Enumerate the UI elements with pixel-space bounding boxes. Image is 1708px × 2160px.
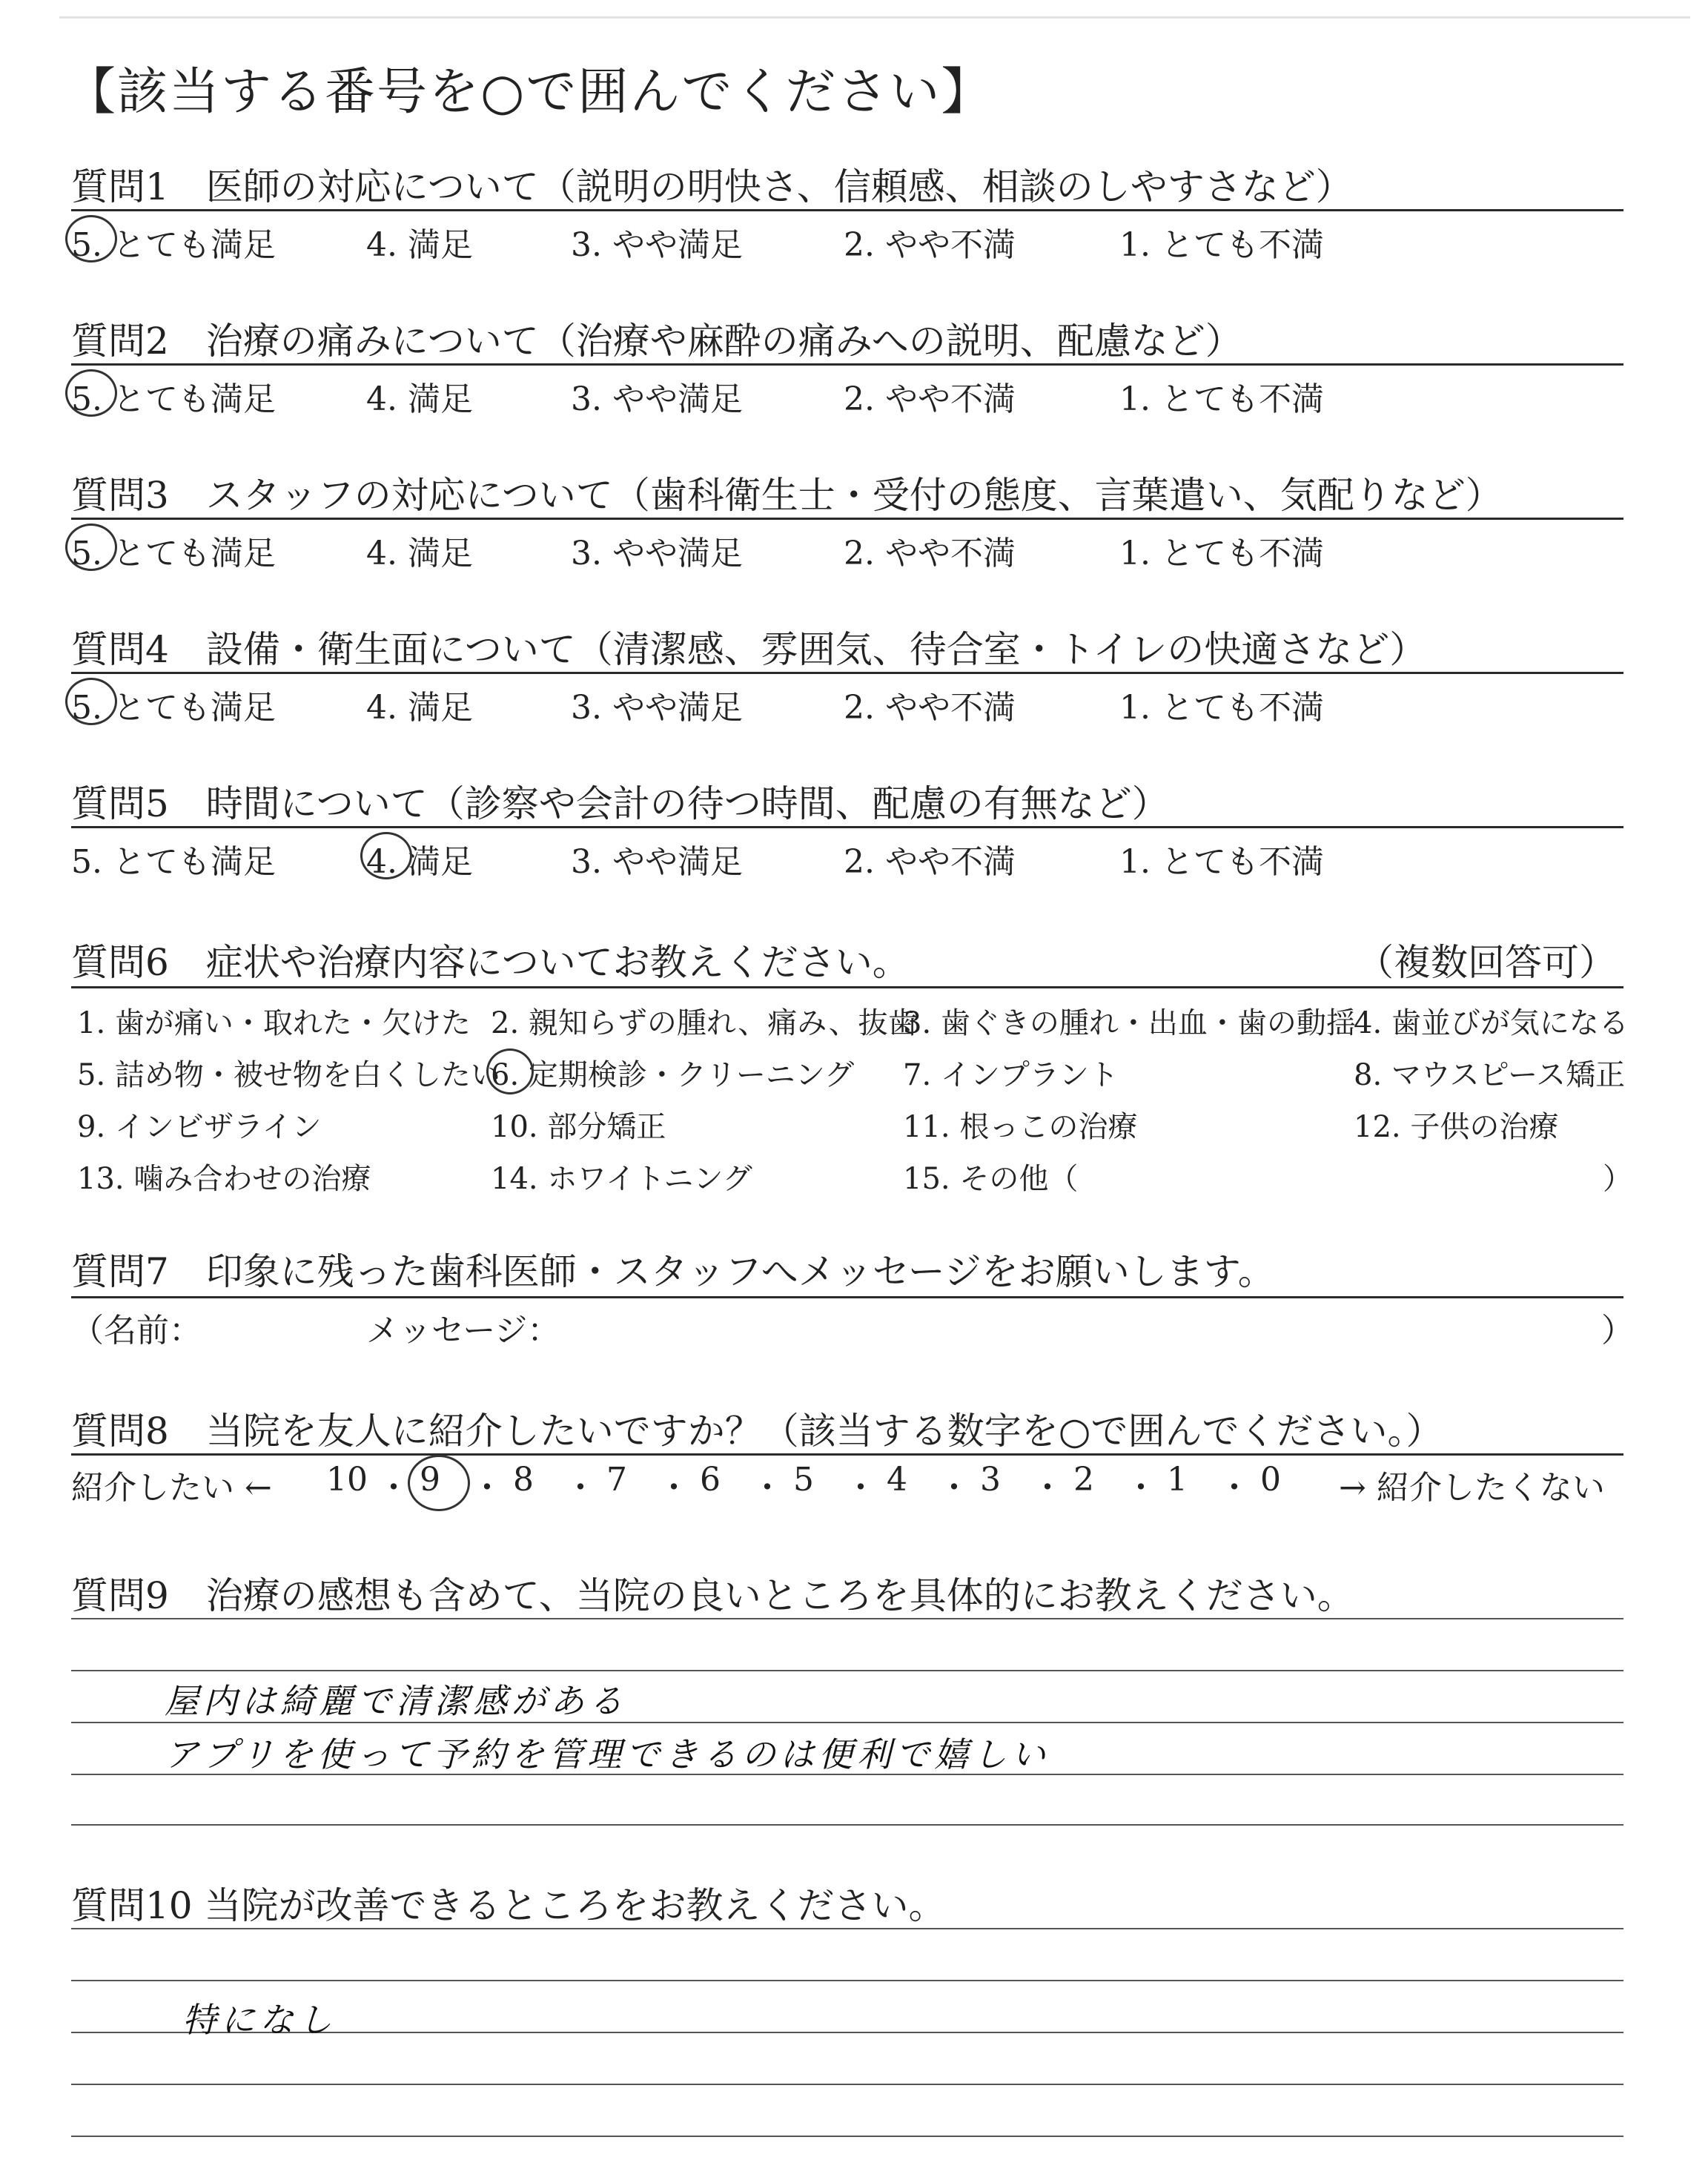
q8-right-label: → 紹介したくない <box>1339 1469 1605 1507</box>
q8-scale-8[interactable]: 8 <box>513 1461 534 1499</box>
q5-title: 質問5 時間について（診察や会計の待つ時間、配慮の有無など） <box>71 782 1169 825</box>
q2-option-3[interactable]: 3. やや満足 <box>571 380 743 418</box>
q5-option-3[interactable]: 3. やや満足 <box>571 843 743 881</box>
q2-circle-mark <box>65 369 117 417</box>
q6-option-5[interactable]: 5. 詰め物・被せ物を白くしたい <box>77 1058 500 1092</box>
q9-answer-line-2: アプリを使って予約を管理できるのは便利で嬉しい <box>165 1734 1050 1774</box>
q5-option-5[interactable]: 5. とても満足 <box>71 843 276 881</box>
q3-rule <box>71 518 1623 520</box>
q8-scale-separator: ・ <box>471 1469 503 1507</box>
q3-circle-mark <box>65 524 117 571</box>
q4-circle-mark <box>65 678 117 725</box>
q8-circle-mark <box>408 1455 470 1511</box>
q4-option-2[interactable]: 2. やや不満 <box>844 689 1016 727</box>
q4-option-3[interactable]: 3. やや満足 <box>571 689 743 727</box>
top-edge-line <box>59 16 1690 19</box>
q10-writing-line <box>71 1980 1623 1981</box>
q6-note: （複数回答可） <box>1357 941 1616 984</box>
q1-option-2[interactable]: 2. やや不満 <box>844 226 1016 264</box>
q8-scale-2[interactable]: 2 <box>1073 1461 1094 1499</box>
q3-option-3[interactable]: 3. やや満足 <box>571 535 743 572</box>
q6-option-15[interactable]: 15. その他（ <box>903 1162 1079 1196</box>
q10-title: 質問10 当院が改善できるところをお教えください。 <box>71 1884 946 1927</box>
q8-scale-separator: ・ <box>564 1469 597 1507</box>
q9-writing-line <box>71 1670 1623 1671</box>
q6-option-9[interactable]: 9. インビザライン <box>77 1110 322 1144</box>
q8-rule <box>71 1453 1623 1456</box>
q7-message-label: メッセージ： <box>366 1312 560 1350</box>
q10-writing-line <box>71 1928 1623 1929</box>
q2-option-4[interactable]: 4. 満足 <box>366 380 473 418</box>
q8-scale-5[interactable]: 5 <box>793 1461 814 1499</box>
q1-circle-mark <box>65 215 117 262</box>
q8-left-label: 紹介したい ← <box>71 1469 272 1507</box>
q3-option-4[interactable]: 4. 満足 <box>366 535 473 572</box>
q1-option-1[interactable]: 1. とても不満 <box>1119 226 1324 264</box>
q8-scale-separator: ・ <box>751 1469 784 1507</box>
q8-title: 質問8 当院を友人に紹介したいですか？（該当する数字を○で囲んでください。） <box>71 1410 1443 1453</box>
q8-scale-3[interactable]: 3 <box>980 1461 1001 1499</box>
q8-scale-separator: ・ <box>844 1469 877 1507</box>
q2-option-5[interactable]: 5. とても満足 <box>71 380 276 418</box>
q6-option-11[interactable]: 11. 根っこの治療 <box>903 1110 1138 1144</box>
q10-writing-line <box>71 2084 1623 2085</box>
q6-option-14[interactable]: 14. ホワイトニング <box>491 1162 752 1196</box>
q1-option-5[interactable]: 5. とても満足 <box>71 226 276 264</box>
q8-scale-6[interactable]: 6 <box>700 1461 721 1499</box>
q2-rule <box>71 363 1623 366</box>
q5-rule <box>71 826 1623 828</box>
q3-option-1[interactable]: 1. とても不満 <box>1119 535 1324 572</box>
q8-scale-10[interactable]: 10 <box>326 1461 368 1499</box>
q8-scale-9[interactable]: 9 <box>420 1461 440 1499</box>
q8-scale-7[interactable]: 7 <box>606 1461 627 1499</box>
q5-option-1[interactable]: 1. とても不満 <box>1119 843 1324 881</box>
q6-option-1[interactable]: 1. 歯が痛い・取れた・欠けた <box>77 1006 471 1040</box>
form-heading: 【該当する番号を○で囲んでください】 <box>65 63 993 122</box>
q6-option-12[interactable]: 12. 子供の治療 <box>1354 1110 1559 1144</box>
q10-writing-line <box>71 2136 1623 2137</box>
q5-option-2[interactable]: 2. やや不満 <box>844 843 1016 881</box>
q1-option-4[interactable]: 4. 満足 <box>366 226 473 264</box>
q9-writing-line <box>71 1824 1623 1826</box>
q9-writing-line <box>71 1618 1623 1619</box>
q8-scale-separator: ・ <box>658 1469 690 1507</box>
q6-option-2[interactable]: 2. 親知らずの腫れ、痛み、抜歯 <box>491 1006 918 1040</box>
q7-title: 質問7 印象に残った歯科医師・スタッフへメッセージをお願いします。 <box>71 1250 1275 1293</box>
q7-rule <box>71 1296 1623 1298</box>
q6-option-3[interactable]: 3. 歯ぐきの腫れ・出血・歯の動揺 <box>903 1006 1356 1040</box>
q9-title: 質問9 治療の感想も含めて、当院の良いところを具体的にお教えください。 <box>71 1574 1354 1617</box>
q5-option-4[interactable]: 4. 満足 <box>366 843 473 881</box>
q6-option-8[interactable]: 8. マウスピース矯正 <box>1354 1058 1626 1092</box>
q4-option-1[interactable]: 1. とても不満 <box>1119 689 1324 727</box>
q8-scale-separator: ・ <box>938 1469 970 1507</box>
q6-option-6[interactable]: 6. 定期検診・クリーニング <box>491 1058 855 1092</box>
q5-circle-mark <box>360 832 412 879</box>
q6-option-10[interactable]: 10. 部分矯正 <box>491 1110 666 1144</box>
q10-answer-line-1: 特になし <box>182 2000 337 2040</box>
q6-title: 質問6 症状や治療内容についてお教えください。 <box>71 941 910 984</box>
q3-option-5[interactable]: 5. とても満足 <box>71 535 276 572</box>
q1-rule <box>71 209 1623 211</box>
q1-title: 質問1 医師の対応について（説明の明快さ、信頼感、相談のしやすさなど） <box>71 165 1353 208</box>
q8-scale-separator: ・ <box>1218 1469 1251 1507</box>
q6-other-close-paren: ） <box>1603 1162 1632 1196</box>
q8-scale-separator: ・ <box>1125 1469 1157 1507</box>
q8-scale-4[interactable]: 4 <box>887 1461 907 1499</box>
q6-option-4[interactable]: 4. 歯並びが気になる <box>1354 1006 1629 1040</box>
q7-name-label: （名前： <box>71 1312 202 1350</box>
q4-option-5[interactable]: 5. とても満足 <box>71 689 276 727</box>
q6-option-13[interactable]: 13. 噛み合わせの治療 <box>77 1162 371 1196</box>
q4-title: 質問4 設備・衛生面について（清潔感、雰囲気、待合室・トイレの快適さなど） <box>71 628 1427 671</box>
q8-scale-separator: ・ <box>377 1469 410 1507</box>
q2-title: 質問2 治療の痛みについて（治療や麻酔の痛みへの説明、配慮など） <box>71 320 1242 363</box>
q6-circle-mark <box>486 1048 534 1094</box>
q6-option-7[interactable]: 7. インプラント <box>903 1058 1119 1092</box>
q3-option-2[interactable]: 2. やや不満 <box>844 535 1016 572</box>
q7-close-paren: ） <box>1601 1312 1634 1350</box>
q9-answer-line-1: 屋内は綺麗で清潔感がある <box>165 1681 627 1721</box>
q6-rule <box>71 986 1623 988</box>
q2-option-2[interactable]: 2. やや不満 <box>844 380 1016 418</box>
q8-scale-separator: ・ <box>1031 1469 1064 1507</box>
q4-option-4[interactable]: 4. 満足 <box>366 689 473 727</box>
q8-scale-0[interactable]: 0 <box>1260 1461 1281 1499</box>
q4-rule <box>71 672 1623 674</box>
q8-scale-1[interactable]: 1 <box>1167 1461 1188 1499</box>
q1-option-3[interactable]: 3. やや満足 <box>571 226 743 264</box>
q2-option-1[interactable]: 1. とても不満 <box>1119 380 1324 418</box>
q3-title: 質問3 スタッフの対応について（歯科衛生士・受付の態度、言葉遣い、気配りなど） <box>71 474 1503 517</box>
